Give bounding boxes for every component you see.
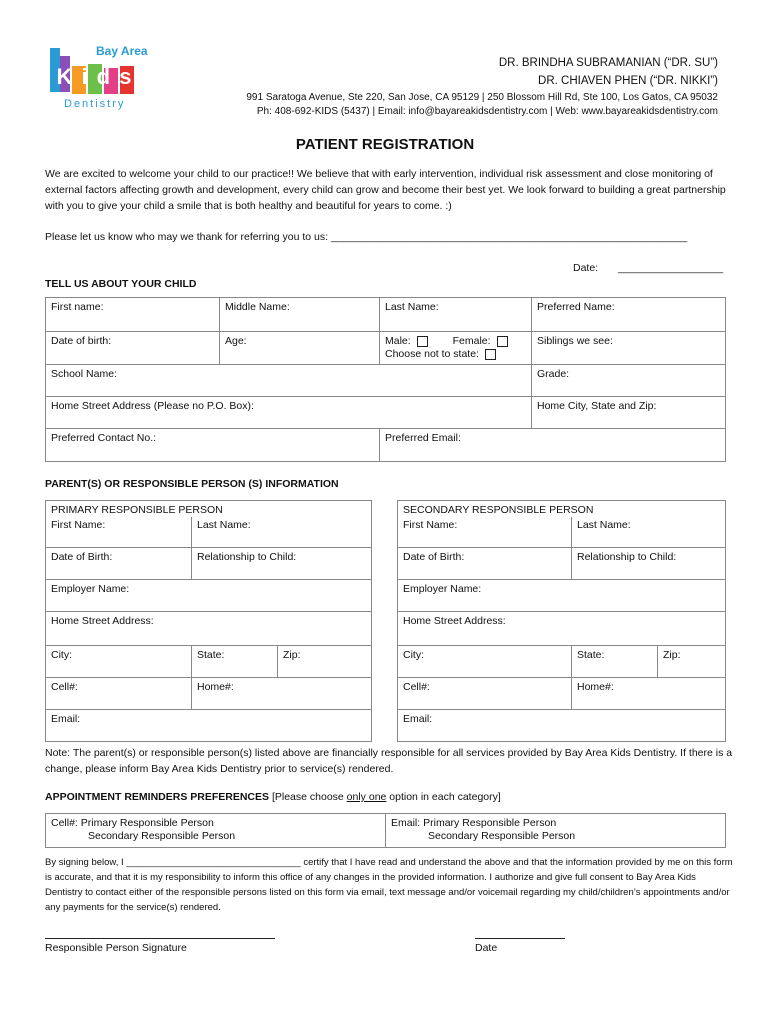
primary-zip-field[interactable]: Zip: <box>278 646 372 678</box>
child-heading: TELL US ABOUT YOUR CHILD <box>45 278 197 290</box>
child-info-table <box>45 297 726 462</box>
child-siblings-field[interactable]: Siblings we see: <box>532 332 726 365</box>
primary-cell-field[interactable]: Cell#: <box>46 678 192 710</box>
signature-label: Responsible Person Signature <box>45 942 187 954</box>
not-state-checkbox[interactable] <box>485 349 496 360</box>
primary-address-field[interactable]: Home Street Address: <box>46 612 372 646</box>
practice-contact: Ph: 408-692-KIDS (5437) | Email: info@bayareakidsdentistry.com | Web: www.bayareakidsdentistry.com <box>256 106 718 117</box>
intro-paragraph: We are excited to welcome your child to our practice!! We believe that with early intervention, individual risk assessment and close monitoring of external factors affecting growth and development, every child can grow and become their best yet. We look forward to building a great partnership with you to give your child a smile that is both healthy and beautiful for years to come. :) <box>45 168 726 212</box>
reminders-instr-post: option in each category] <box>386 791 501 803</box>
secondary-name-row <box>398 501 726 548</box>
primary-name-row <box>46 501 372 548</box>
secondary-dob-field[interactable]: Date of Birth: <box>398 548 572 580</box>
cell-primary-option[interactable]: Primary Responsible Person <box>80 817 214 829</box>
financial-note: Note: The parent(s) or responsible person(s) listed above are financially responsible for all services provided by Bay Area Kids Dentistry. If there is a change, please inform Bay Area Kids Dentistry prior to service(s) rendered. <box>45 747 733 775</box>
parents-heading: PARENT(S) OR RESPONSIBLE PERSON (S) INFORMATION <box>45 478 339 490</box>
cell-secondary-option[interactable]: Secondary Responsible Person <box>88 830 236 842</box>
signature-line[interactable] <box>45 938 275 939</box>
child-dob-field[interactable]: Date of birth: <box>46 332 220 365</box>
secondary-home-field[interactable]: Home#: <box>572 678 726 710</box>
cell-reminder-options[interactable] <box>46 814 386 848</box>
secondary-first-name-field[interactable]: First Name: <box>398 517 572 547</box>
primary-first-name-field[interactable]: First Name: <box>46 517 192 547</box>
secondary-person-table <box>397 500 726 742</box>
secondary-cell-field[interactable]: Cell#: <box>398 678 572 710</box>
logo-letter-s: s <box>119 64 132 89</box>
female-checkbox[interactable] <box>497 336 508 347</box>
secondary-address-field[interactable]: Home Street Address: <box>398 612 726 646</box>
child-age-field[interactable]: Age: <box>220 332 380 365</box>
date-label: Date: <box>573 262 599 274</box>
primary-last-name-field[interactable]: Last Name: <box>197 519 251 531</box>
signature-date-line[interactable] <box>475 938 565 939</box>
practice-logo <box>44 44 164 120</box>
secondary-heading: SECONDARY RESPONSIBLE PERSON <box>403 504 594 516</box>
doctor-1: DR. BRINDHA SUBRAMANIAN (“DR. SU”) <box>498 57 718 69</box>
child-first-name-field[interactable]: First name: <box>46 298 220 332</box>
secondary-last-name-field[interactable]: Last Name: <box>577 519 631 531</box>
reminders-heading: APPOINTMENT REMINDERS PREFERENCES <box>45 791 270 803</box>
date-field[interactable]: __________________ <box>618 262 724 274</box>
email-reminder-options[interactable] <box>386 814 726 848</box>
reminders-table <box>45 813 726 848</box>
male-checkbox[interactable] <box>417 336 428 347</box>
secondary-relationship-field[interactable]: Relationship to Child: <box>572 548 726 580</box>
logo-letter-k: K <box>56 64 73 89</box>
child-school-field[interactable]: School Name: <box>46 365 532 397</box>
signature-date-label: Date <box>475 942 498 954</box>
child-last-name-field[interactable]: Last Name: <box>380 298 532 332</box>
primary-heading: PRIMARY RESPONSIBLE PERSON <box>51 504 223 516</box>
reminders-heading-line <box>45 791 501 804</box>
practice-address: 991 Saratoga Avenue, Ste 220, San Jose, CA 95129 | 250 Blossom Hill Rd, Ste 100, Los Gatos, CA 95032 <box>246 92 718 103</box>
logo-line2: Dentistry <box>64 98 126 110</box>
doctor-2: DR. CHIAVEN PHEN (“DR. NIKKI”) <box>538 75 718 87</box>
reminders-instr-pre: [Please choose <box>271 791 347 803</box>
child-address-field[interactable]: Home Street Address (Please no P.O. Box): <box>46 397 532 429</box>
cell-label: Cell#: <box>51 817 78 829</box>
email-primary-option[interactable]: Primary Responsible Person <box>423 817 557 829</box>
secondary-city-field[interactable]: City: <box>398 646 572 678</box>
secondary-zip-field[interactable]: Zip: <box>658 646 726 678</box>
primary-home-field[interactable]: Home#: <box>192 678 372 710</box>
referral-line[interactable]: Please let us know who may we thank for referring you to us: _____________________________________________________________ <box>45 231 688 243</box>
page-title: PATIENT REGISTRATION <box>295 136 475 153</box>
child-contact-field[interactable]: Preferred Contact No.: <box>46 429 380 462</box>
child-city-state-zip-field[interactable]: Home City, State and Zip: <box>532 397 726 429</box>
primary-relationship-field[interactable]: Relationship to Child: <box>192 548 372 580</box>
logo-line1: Bay Area <box>96 44 148 58</box>
primary-email-field[interactable]: Email: <box>46 710 372 742</box>
child-gender-field: Male: Female: Choose not to state: <box>380 332 532 365</box>
primary-employer-field[interactable]: Employer Name: <box>46 580 372 612</box>
reminders-instr-only-one: only one <box>346 791 387 803</box>
logo-letter-d: d <box>96 64 111 89</box>
child-middle-name-field[interactable]: Middle Name: <box>220 298 380 332</box>
child-email-field[interactable]: Preferred Email: <box>380 429 726 462</box>
child-grade-field[interactable]: Grade: <box>532 365 726 397</box>
consent-paragraph: By signing below, I _________________________________ certify that I have read and understand the above and that the information provided by me on this form is accurate, and that it is my responsibility to inform this office of any changes in the provided information. I authorize and give full consent to Bay Area Kids Dentistry to contact either of the responsible persons listed on this form via email, text message and/or voicemail regarding my child/children’s appointments and/or any payments for the service(s) rendered. <box>45 857 733 913</box>
primary-dob-field[interactable]: Date of Birth: <box>46 548 192 580</box>
secondary-employer-field[interactable]: Employer Name: <box>398 580 726 612</box>
secondary-email-field[interactable]: Email: <box>398 710 726 742</box>
email-label: Email: <box>391 817 421 829</box>
logo-letter-i: i <box>81 64 88 89</box>
child-preferred-name-field[interactable]: Preferred Name: <box>532 298 726 332</box>
primary-city-field[interactable]: City: <box>46 646 192 678</box>
primary-person-table <box>45 500 372 742</box>
email-secondary-option[interactable]: Secondary Responsible Person <box>428 830 576 842</box>
primary-state-field[interactable]: State: <box>192 646 278 678</box>
logo-letters <box>52 64 136 90</box>
secondary-state-field[interactable]: State: <box>572 646 658 678</box>
